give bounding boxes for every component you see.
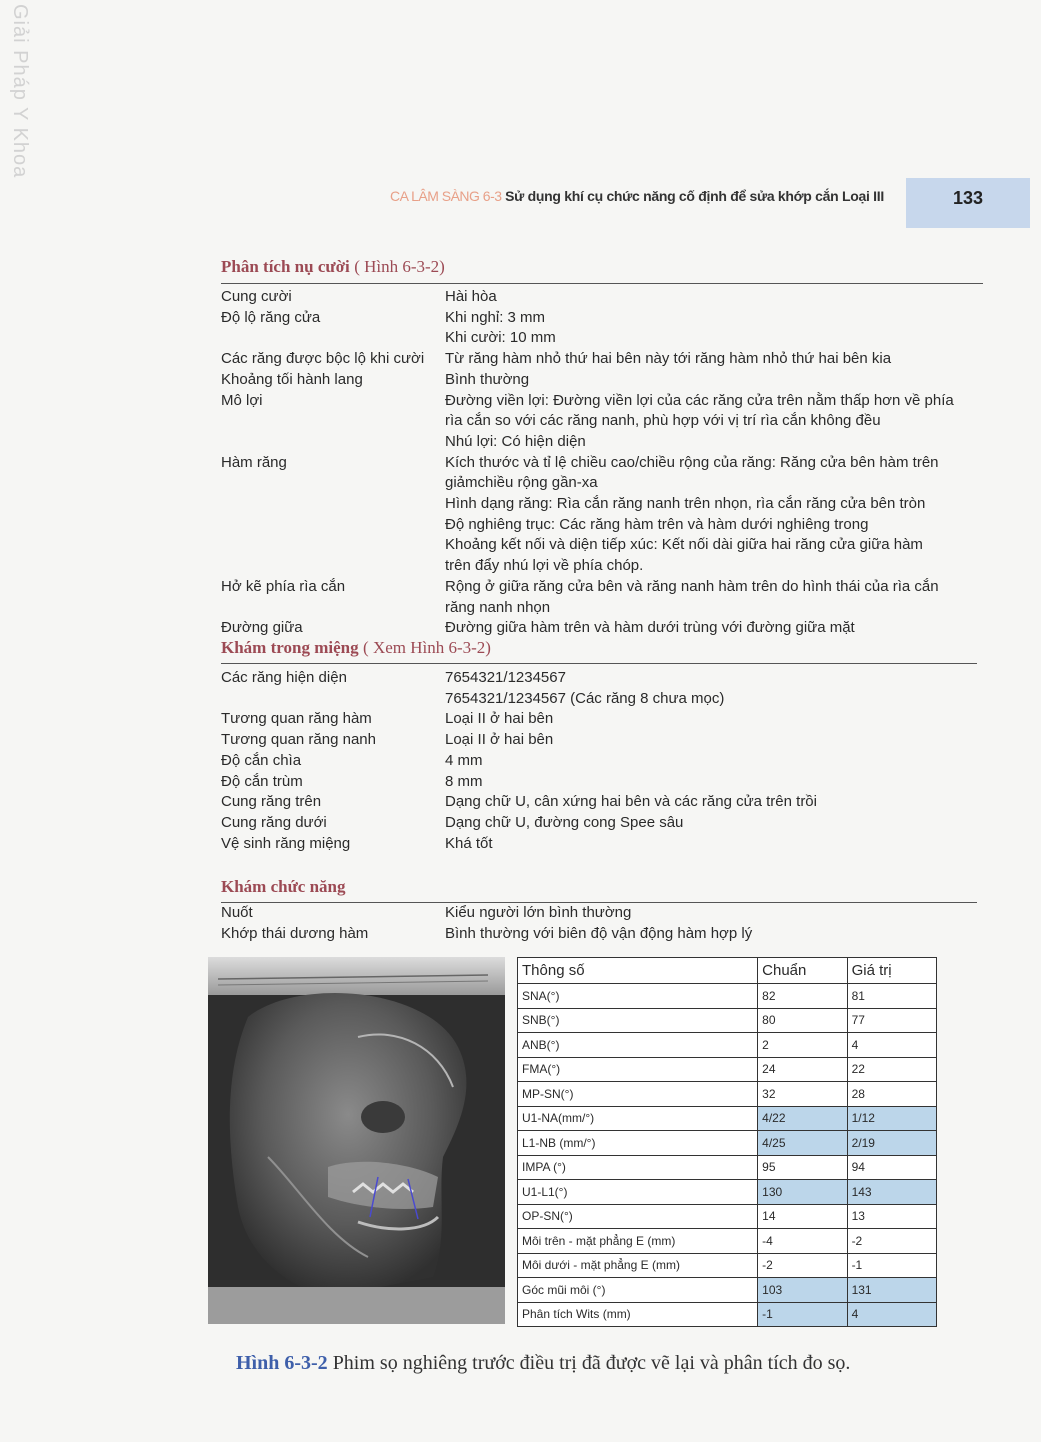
column-header: Thông số bbox=[518, 958, 758, 984]
divider bbox=[221, 283, 983, 284]
item-value: Đường viền lợi: Đường viền lợi của các răng cửa trên nằm thấp hơn về phía bbox=[445, 391, 954, 409]
case-label: CA LÂM SÀNG 6-3 bbox=[390, 188, 502, 204]
intraoral-title: Khám trong miệng bbox=[221, 638, 359, 657]
table-cell-value: 13 bbox=[847, 1204, 936, 1229]
item-label: Đường giữa bbox=[221, 619, 303, 637]
item-value: rìa cắn so với các răng nanh, phù hợp với vị trí rìa cắn không đều bbox=[445, 412, 881, 430]
table-row bbox=[518, 1082, 937, 1107]
item-label: Hở kẽ phía rìa cắn bbox=[221, 577, 346, 595]
table-cell-value: 81 bbox=[847, 984, 936, 1009]
cephalometric-table bbox=[517, 957, 937, 1327]
table-row bbox=[518, 1033, 937, 1058]
item-label: Cung răng dưới bbox=[221, 813, 327, 831]
item-value: Khá tốt bbox=[445, 834, 493, 852]
item-value: Hình dạng răng: Rìa cắn răng nanh trên nhọn, rìa cắn răng cửa bên tròn bbox=[445, 495, 926, 512]
item-value: giảmchiều rộng gần-xa bbox=[445, 474, 598, 492]
item-label: Nuốt bbox=[221, 904, 253, 921]
item-value: răng nanh nhọn bbox=[445, 598, 551, 616]
item-value: Đường giữa hàm trên và hàm dưới trùng với đường giữa mặt bbox=[445, 619, 855, 637]
caption-text: Phim sọ nghiêng trước điều trị đã được vẽ lại và phân tích đo sọ. bbox=[327, 1352, 851, 1374]
table-row bbox=[518, 1008, 937, 1033]
item-value: Độ nghiêng trục: Các răng hàm trên và hàm dưới nghiêng trong bbox=[445, 515, 869, 533]
item-value: Khoảng kết nối và diện tiếp xúc: Kết nối dài giữa hai răng cửa giữa hàm bbox=[445, 536, 923, 554]
table-cell-param: FMA(°) bbox=[518, 1057, 758, 1082]
item-value: Bình thường bbox=[445, 370, 530, 388]
item-value: Dạng chữ U, đường cong Spee sâu bbox=[445, 813, 684, 831]
table-cell-norm: 14 bbox=[758, 1204, 847, 1229]
table-cell-param: Môi trên - mặt phẳng E (mm) bbox=[518, 1229, 758, 1254]
table-cell-param: Phân tích Wits (mm) bbox=[518, 1302, 758, 1327]
item-label: Tương quan răng hàm bbox=[221, 710, 372, 728]
item-value: 7654321/1234567 bbox=[445, 669, 566, 686]
table-cell-norm: 95 bbox=[758, 1155, 847, 1180]
chapter-title: Sử dụng khí cụ chức năng cố định để sửa khớp cắn Loại III bbox=[505, 188, 884, 204]
table-cell-value: 94 bbox=[847, 1155, 936, 1180]
table-cell-param: U1-L1(°) bbox=[518, 1180, 758, 1205]
smile-ref: ( Hình 6-3-2) bbox=[354, 257, 445, 276]
item-value: 4 mm bbox=[445, 751, 483, 769]
item-value: Khi nghỉ: 3 mm bbox=[445, 308, 546, 326]
item-value: 8 mm bbox=[445, 772, 483, 790]
item-label: Hàm răng bbox=[221, 453, 287, 471]
table-cell-param: ANB(°) bbox=[518, 1033, 758, 1058]
section-title-smile bbox=[221, 257, 981, 277]
table-cell-param: Góc mũi môi (°) bbox=[518, 1278, 758, 1303]
section-title-intraoral bbox=[221, 638, 981, 658]
item-value: Kiểu người lớn bình thường bbox=[445, 904, 632, 921]
table-cell-param: L1-NB (mm/°) bbox=[518, 1131, 758, 1156]
column-header: Chuẩn bbox=[758, 958, 847, 984]
table-cell-norm: -1 bbox=[758, 1302, 847, 1327]
item-label: Độ lộ răng cửa bbox=[221, 308, 321, 326]
item-value: 7654321/1234567 (Các răng 8 chưa mọc) bbox=[445, 689, 725, 707]
item-label: Vệ sinh răng miệng bbox=[221, 834, 351, 852]
item-value: Rộng ở giữa răng cửa bên và răng nanh hàm trên do hình thái của rìa cắn bbox=[445, 577, 939, 595]
item-label: Cung răng trên bbox=[221, 793, 322, 811]
table-cell-param: MP-SN(°) bbox=[518, 1082, 758, 1107]
table-row bbox=[518, 1155, 937, 1180]
item-label: Mô lợi bbox=[221, 391, 263, 409]
table-cell-value: 77 bbox=[847, 1008, 936, 1033]
table-row bbox=[518, 1131, 937, 1156]
table-cell-norm: 80 bbox=[758, 1008, 847, 1033]
figure-number: Hình 6-3-2 bbox=[236, 1352, 328, 1374]
table-cell-norm: -2 bbox=[758, 1253, 847, 1278]
table-cell-norm: 82 bbox=[758, 984, 847, 1009]
smile-title: Phân tích nụ cười bbox=[221, 257, 350, 276]
table-header-row bbox=[518, 958, 937, 984]
item-label: Các răng hiện diện bbox=[221, 669, 347, 686]
table-row bbox=[518, 1253, 937, 1278]
item-label: Độ cắn chìa bbox=[221, 751, 302, 769]
table-row bbox=[518, 1180, 937, 1205]
table-cell-norm: 32 bbox=[758, 1082, 847, 1107]
item-value: Loại II ở hai bên bbox=[445, 731, 554, 749]
table-cell-value: 131 bbox=[847, 1278, 936, 1303]
table-cell-value: 4 bbox=[847, 1033, 936, 1058]
item-value: Loại II ở hai bên bbox=[445, 710, 554, 728]
table-row bbox=[518, 1057, 937, 1082]
section-title-functional bbox=[221, 877, 981, 897]
figure-caption bbox=[236, 1352, 850, 1375]
table-row bbox=[518, 1204, 937, 1229]
watermark-text: Giải Pháp Y Khoa bbox=[9, 4, 31, 179]
table-cell-param: SNA(°) bbox=[518, 984, 758, 1009]
item-value: Dạng chữ U, cân xứng hai bên và các răng cửa trên trồi bbox=[445, 793, 817, 811]
table-cell-norm: 24 bbox=[758, 1057, 847, 1082]
table-cell-value: 22 bbox=[847, 1057, 936, 1082]
table-cell-norm: 4/22 bbox=[758, 1106, 847, 1131]
table-cell-norm: 103 bbox=[758, 1278, 847, 1303]
table-row bbox=[518, 1302, 937, 1327]
item-label: Khớp thái dương hàm bbox=[221, 925, 369, 942]
table-cell-value: -1 bbox=[847, 1253, 936, 1278]
divider bbox=[221, 663, 977, 664]
table-row bbox=[518, 984, 937, 1009]
table-row bbox=[518, 1278, 937, 1303]
item-label: Các răng được bộc lộ khi cười bbox=[221, 350, 425, 368]
item-label: Cung cười bbox=[221, 288, 292, 305]
table-cell-param: OP-SN(°) bbox=[518, 1204, 758, 1229]
table-cell-norm: 4/25 bbox=[758, 1131, 847, 1156]
intraoral-ref: ( Xem Hình 6-3-2) bbox=[363, 638, 491, 657]
table-cell-value: 1/12 bbox=[847, 1106, 936, 1131]
cephalometric-radiograph bbox=[208, 957, 505, 1324]
table-cell-value: 2/19 bbox=[847, 1131, 936, 1156]
item-value: Hài hòa bbox=[445, 288, 497, 305]
column-header: Giá trị bbox=[847, 958, 936, 984]
item-value: Kích thước và tỉ lệ chiều cao/chiều rộng của răng: Răng cửa bên hàm trên bbox=[445, 453, 939, 471]
table-cell-value: 143 bbox=[847, 1180, 936, 1205]
table-cell-value: -2 bbox=[847, 1229, 936, 1254]
table-cell-param: IMPA (°) bbox=[518, 1155, 758, 1180]
table-cell-norm: -4 bbox=[758, 1229, 847, 1254]
table-cell-param: SNB(°) bbox=[518, 1008, 758, 1033]
table-cell-norm: 2 bbox=[758, 1033, 847, 1058]
item-value: Từ răng hàm nhỏ thứ hai bên này tới răng hàm nhỏ thứ hai bên kia bbox=[445, 350, 892, 368]
item-value: Khi cười: 10 mm bbox=[445, 329, 556, 347]
item-label: Độ cắn trùm bbox=[221, 772, 303, 790]
item-value: trên đẩy nhú lợi về phía chóp. bbox=[445, 557, 644, 575]
table-cell-value: 4 bbox=[847, 1302, 936, 1327]
table-cell-value: 28 bbox=[847, 1082, 936, 1107]
table-cell-param: U1-NA(mm/°) bbox=[518, 1106, 758, 1131]
page-header bbox=[160, 178, 1030, 228]
item-label: Tương quan răng nanh bbox=[221, 731, 376, 749]
page-number: 133 bbox=[952, 188, 984, 208]
header-text bbox=[390, 188, 884, 204]
page-number-box bbox=[906, 178, 1030, 228]
functional-title: Khám chức năng bbox=[221, 877, 346, 896]
table-row bbox=[518, 1106, 937, 1131]
table-row bbox=[518, 1229, 937, 1254]
table-cell-norm: 130 bbox=[758, 1180, 847, 1205]
item-value: Bình thường với biên độ vận động hàm hợp lý bbox=[445, 925, 753, 942]
table-cell-param: Môi dưới - mặt phẳng E (mm) bbox=[518, 1253, 758, 1278]
item-value: Nhú lợi: Có hiện diện bbox=[445, 432, 586, 450]
item-label: Khoảng tối hành lang bbox=[221, 370, 363, 388]
